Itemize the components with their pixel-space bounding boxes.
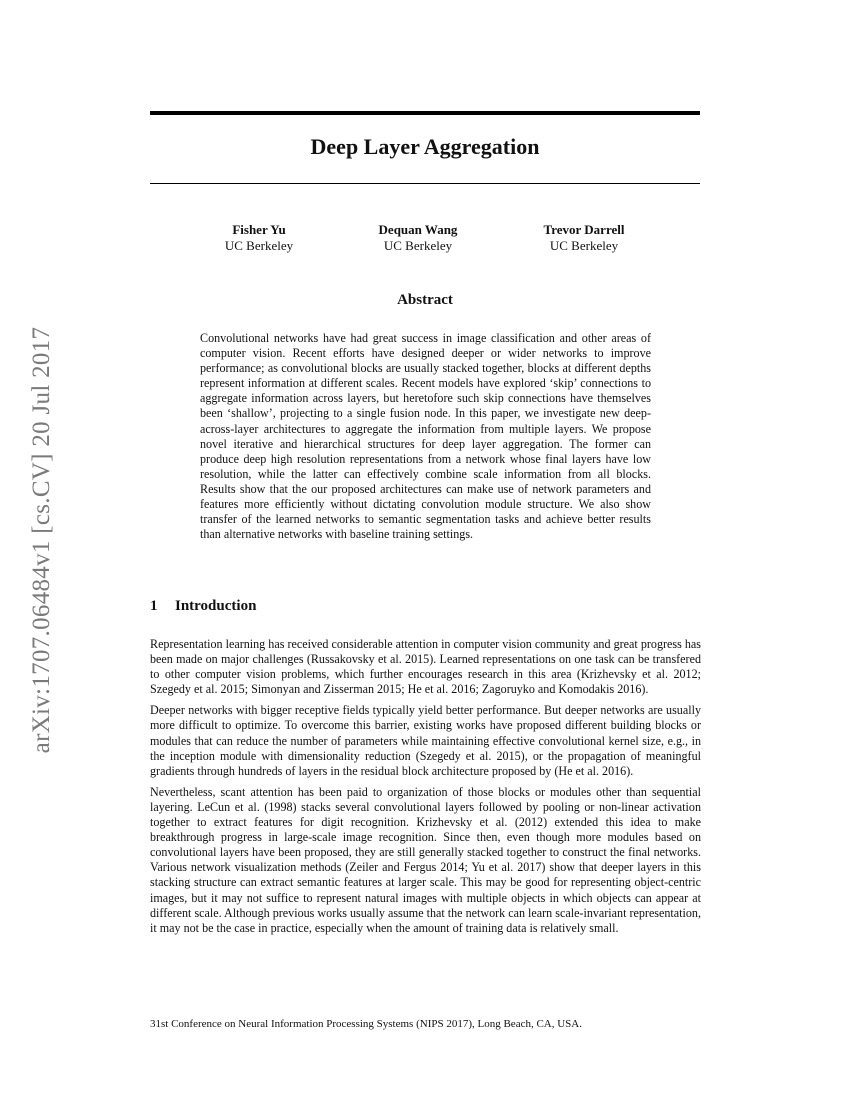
author-entry (338, 222, 498, 254)
paper-title: Deep Layer Aggregation (310, 134, 540, 159)
author-name: Fisher Yu (232, 222, 286, 237)
section-heading (150, 598, 256, 615)
title-bottom-rule (150, 183, 700, 184)
section-number: 1 (150, 598, 158, 614)
author-affiliation: UC Berkeley (549, 238, 619, 253)
section-title: Introduction (175, 598, 257, 614)
introduction-body (150, 637, 701, 942)
arxiv-identifier-stamp: arXiv:1707.06484v1 [cs.CV] 20 Jul 2017 (28, 326, 55, 754)
author-block (150, 222, 700, 262)
author-entry (504, 222, 664, 254)
body-paragraph: Nevertheless, scant attention has been paid to organization of those blocks or modules other than sequential layering. LeCun et al. (1998) stacks several convolutional layers followed by pooling or non-linear activation together to extract features for digit recognition. Krizhevsky et al. (2012) extended this idea to make breakthrough progress in large-scale image recognition. Since then, even though more modules based on convolutional layers have been proposed, they are still generally stacked together to construct the final networks. Various network visualization methods (Zeiler and Fergus 2014; Yu et al. 2017) show that deeper layers in this stacking structure can extract semantic features at larger scale. This may be good for representing object-centric images, but it may not suffice to represent natural images with multiple objects in which objects can appear at different scale. Although previous works usually assume that the network can learn scale-invariant representation, it may not be the case in practice, especially when the amount of training data is relatively small. (150, 784, 701, 935)
body-paragraph: Deeper networks with bigger receptive fields typically yield better performance. But deeper networks are usually more difficult to optimize. To overcome this barrier, existing works have proposed different building blocks or modules that can reduce the number of parameters while maintaining effective convolutional kernel size, e.g., in the inception module with dimensionality reduction (Szegedy et al. 2015), or the propagation of meaningful gradients through hundreds of layers in the residual block architecture proposed by (He et al. 2016). (150, 703, 701, 778)
author-affiliation: UC Berkeley (224, 238, 294, 253)
body-paragraph: Representation learning has received considerable attention in computer vision community and great progress has been made on major challenges (Russakovsky et al. 2015). Learned representations on one task can be transfered to other computer vision problems, which further encourages research in this area (Krizhevsky et al. 2012; Szegedy et al. 2015; Simonyan and Zisserman 2015; He et al. 2016; Zagoruyko and Komodakis 2016). (150, 637, 701, 697)
title-top-rule (150, 111, 700, 115)
conference-footnote: 31st Conference on Neural Information Processing Systems (NIPS 2017), Long Beach, CA, USA. (150, 1018, 582, 1030)
author-name: Trevor Darrell (543, 222, 625, 237)
abstract-heading: Abstract (397, 292, 453, 308)
author-affiliation: UC Berkeley (383, 238, 453, 253)
abstract-text: Convolutional networks have had great success in image classification and other areas of computer vision. Recent efforts have designed deeper or wider networks to improve performance; as convolutional blocks are usually stacked together, blocks at different depths represent information at different scales. Recent models have explored ‘skip’ connections to aggregate information across layers, but heretofore such skip connections have themselves been ‘shallow’, projecting to a single fusion node. In this paper, we investigate new deep-across-layer architectures to aggregate the information from multiple layers. We propose novel iterative and hierarchical structures for deep layer aggregation. The former can produce deep high resolution representations from a network whose final layers have low resolution, while the latter can effectively combine scale information from all blocks. Results show that the our proposed architectures can make use of network parameters and features more efficiently without dictating convolution module structure. We also show transfer of the learned networks to semantic segmentation tasks and achieve better results than alternative networks with baseline training settings. (200, 331, 651, 542)
author-name: Dequan Wang (378, 222, 458, 237)
author-entry (179, 222, 339, 254)
